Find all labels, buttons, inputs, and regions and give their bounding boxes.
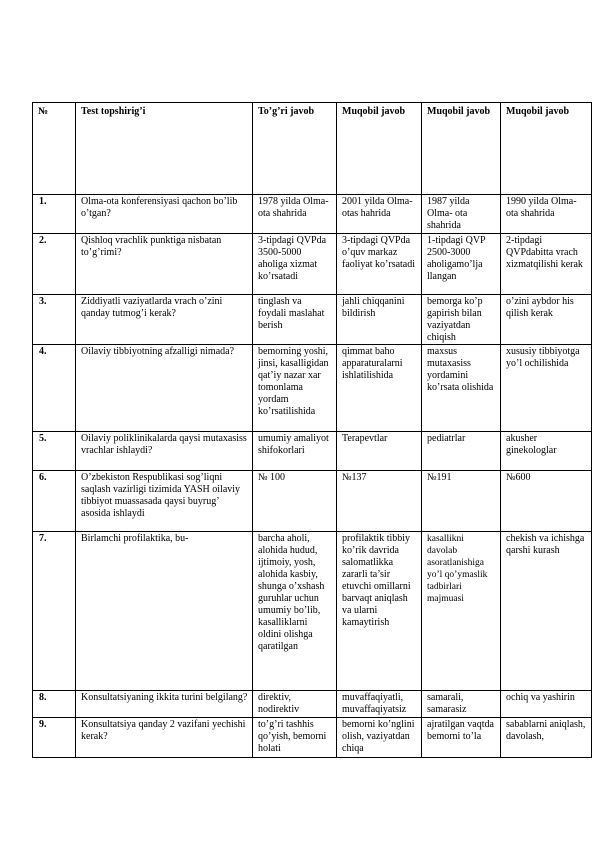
- row-number: 9.: [33, 718, 76, 758]
- alt-answer-1-cell: muvaffaqiyatli, muvaffaqiyatsiz: [337, 691, 422, 718]
- alt-answer-1-cell: qimmat baho apparaturalarni ishlatilishida: [337, 345, 422, 432]
- table-row: [33, 295, 592, 345]
- test-table: [32, 102, 592, 758]
- correct-answer-cell: barcha aholi, alohida hudud, ijtimoiy, yosh, alohida kasbiy, shunga o’xshash guruhlar uchun umumiy bo’lib, kasalliklarni oldini olishga qaratilgan: [253, 532, 337, 691]
- alt-answer-3-cell: 1990 yilda Olma-ota shahrida: [501, 195, 592, 234]
- alt-answer-3-cell: sabablarni aniqlash, davolash,: [501, 718, 592, 758]
- row-number: 7.: [33, 532, 76, 691]
- row-number: 2.: [33, 234, 76, 295]
- table-row: [33, 345, 592, 432]
- correct-answer-cell: bemorning yoshi, jinsi, kasalligidan qat’iy nazar xar tomonlama yordam ko’rsatilishida: [253, 345, 337, 432]
- question-cell: Olma-ota konferensiyasi qachon bo’lib o’tgan?: [76, 195, 253, 234]
- row-number: 1.: [33, 195, 76, 234]
- alt-answer-2-cell: bemorga ko’p gapirish bilan vaziyatdan chiqish: [422, 295, 501, 345]
- header-num: №: [33, 103, 76, 195]
- table-row: [33, 432, 592, 471]
- correct-answer-cell: direktiv, nodirektiv: [253, 691, 337, 718]
- correct-answer-cell: umumiy amaliyot shifokorlari: [253, 432, 337, 471]
- alt-answer-3-cell: №600: [501, 471, 592, 532]
- question-cell: Oilaviy tibbiyotning afzalligi nimada?: [76, 345, 253, 432]
- table-row: [33, 532, 592, 691]
- alt-answer-2-cell: kasallikni davolab asoratlanishiga yo’l qo’ymaslik tadbirlari majmuasi: [422, 532, 501, 691]
- alt-answer-1-cell: 3-tipdagi QVPda o’quv markaz faoliyat ko’rsatadi: [337, 234, 422, 295]
- alt-answer-2-cell: 1987 yilda Olma- ota shahrida: [422, 195, 501, 234]
- alt-answer-1-cell: №137: [337, 471, 422, 532]
- alt-answer-2-cell: 1-tipdagi QVP 2500-3000 aholigamo’lja llangan: [422, 234, 501, 295]
- alt-answer-1-cell: 2001 yilda Olma- otas hahrida: [337, 195, 422, 234]
- alt-answer-3-cell: ochiq va yashirin: [501, 691, 592, 718]
- row-number: 6.: [33, 471, 76, 532]
- alt-answer-2-cell: maxsus mutaxasiss yordamini ko’rsata olishida: [422, 345, 501, 432]
- alt-answer-3-cell: akusher ginekologlar: [501, 432, 592, 471]
- correct-answer-cell: tinglash va foydali maslahat berish: [253, 295, 337, 345]
- table-row: [33, 718, 592, 758]
- alt-answer-2-cell: pediatrlar: [422, 432, 501, 471]
- question-cell: Oilaviy poliklinikalarda qaysi mutaxasiss vrachlar ishlaydi?: [76, 432, 253, 471]
- header-question: Test topshirig’i: [76, 103, 253, 195]
- alt-answer-3-cell: chekish va ichishga qarshi kurash: [501, 532, 592, 691]
- row-number: 5.: [33, 432, 76, 471]
- alt-answer-1-cell: jahli chiqqanini bildirish: [337, 295, 422, 345]
- alt-answer-3-cell: xususiy tibbiyotga yo’l ochilishida: [501, 345, 592, 432]
- alt-answer-1-cell: bemorni ko’nglini olish, vaziyatdan chiqa: [337, 718, 422, 758]
- header-alt-answer-3: Muqobil javob: [501, 103, 592, 195]
- question-cell: Birlamchi profilaktika, bu-: [76, 532, 253, 691]
- question-cell: Qishloq vrachlik punktiga nisbatan to’g’rimi?: [76, 234, 253, 295]
- header-alt-answer-2: Muqobil javob: [422, 103, 501, 195]
- alt-answer-1-cell: Terapevtlar: [337, 432, 422, 471]
- correct-answer-cell: 1978 yilda Olma-ota shahrida: [253, 195, 337, 234]
- table-header-row: [33, 103, 592, 195]
- question-cell: Konsultatsiyaning ikkita turini belgilang?: [76, 691, 253, 718]
- correct-answer-cell: № 100: [253, 471, 337, 532]
- row-number: 3.: [33, 295, 76, 345]
- question-cell: Konsultatsiya qanday 2 vazifani yechishi kerak?: [76, 718, 253, 758]
- alt-answer-3-cell: o’zini aybdor his qilish kerak: [501, 295, 592, 345]
- table-row: [33, 471, 592, 532]
- row-number: 4.: [33, 345, 76, 432]
- table-row: [33, 691, 592, 718]
- table-row: [33, 234, 592, 295]
- row-number: 8.: [33, 691, 76, 718]
- correct-answer-cell: 3-tipdagi QVPda 3500-5000 aholiga xizmat ko’rsatadi: [253, 234, 337, 295]
- header-alt-answer-1: Muqobil javob: [337, 103, 422, 195]
- question-cell: Ziddiyatli vaziyatlarda vrach o’zini qanday tutmog’i kerak?: [76, 295, 253, 345]
- correct-answer-cell: to’g’ri tashhis qo’yish, bemorni holati: [253, 718, 337, 758]
- alt-answer-2-cell: ajratilgan vaqtda bemorni to’la: [422, 718, 501, 758]
- alt-answer-2-cell: samarali, samarasiz: [422, 691, 501, 718]
- alt-answer-2-cell: №191: [422, 471, 501, 532]
- alt-answer-3-cell: 2-tipdagi QVPdabitta vrach xizmatqilishi kerak: [501, 234, 592, 295]
- header-correct-answer: To’g’ri javob: [253, 103, 337, 195]
- alt-answer-1-cell: profilaktik tibbiy ko’rik davrida salomatlikka zararli ta’sir etuvchi omillarni barvaqt aniqlash va ularni kamaytirish: [337, 532, 422, 691]
- table-row: [33, 195, 592, 234]
- question-cell: O’zbekiston Respublikasi sog’liqni saqlash vazirligi tizimida YASH oilaviy tibbiyot muassasada qaysi buyrug’ asosida ishlaydi: [76, 471, 253, 532]
